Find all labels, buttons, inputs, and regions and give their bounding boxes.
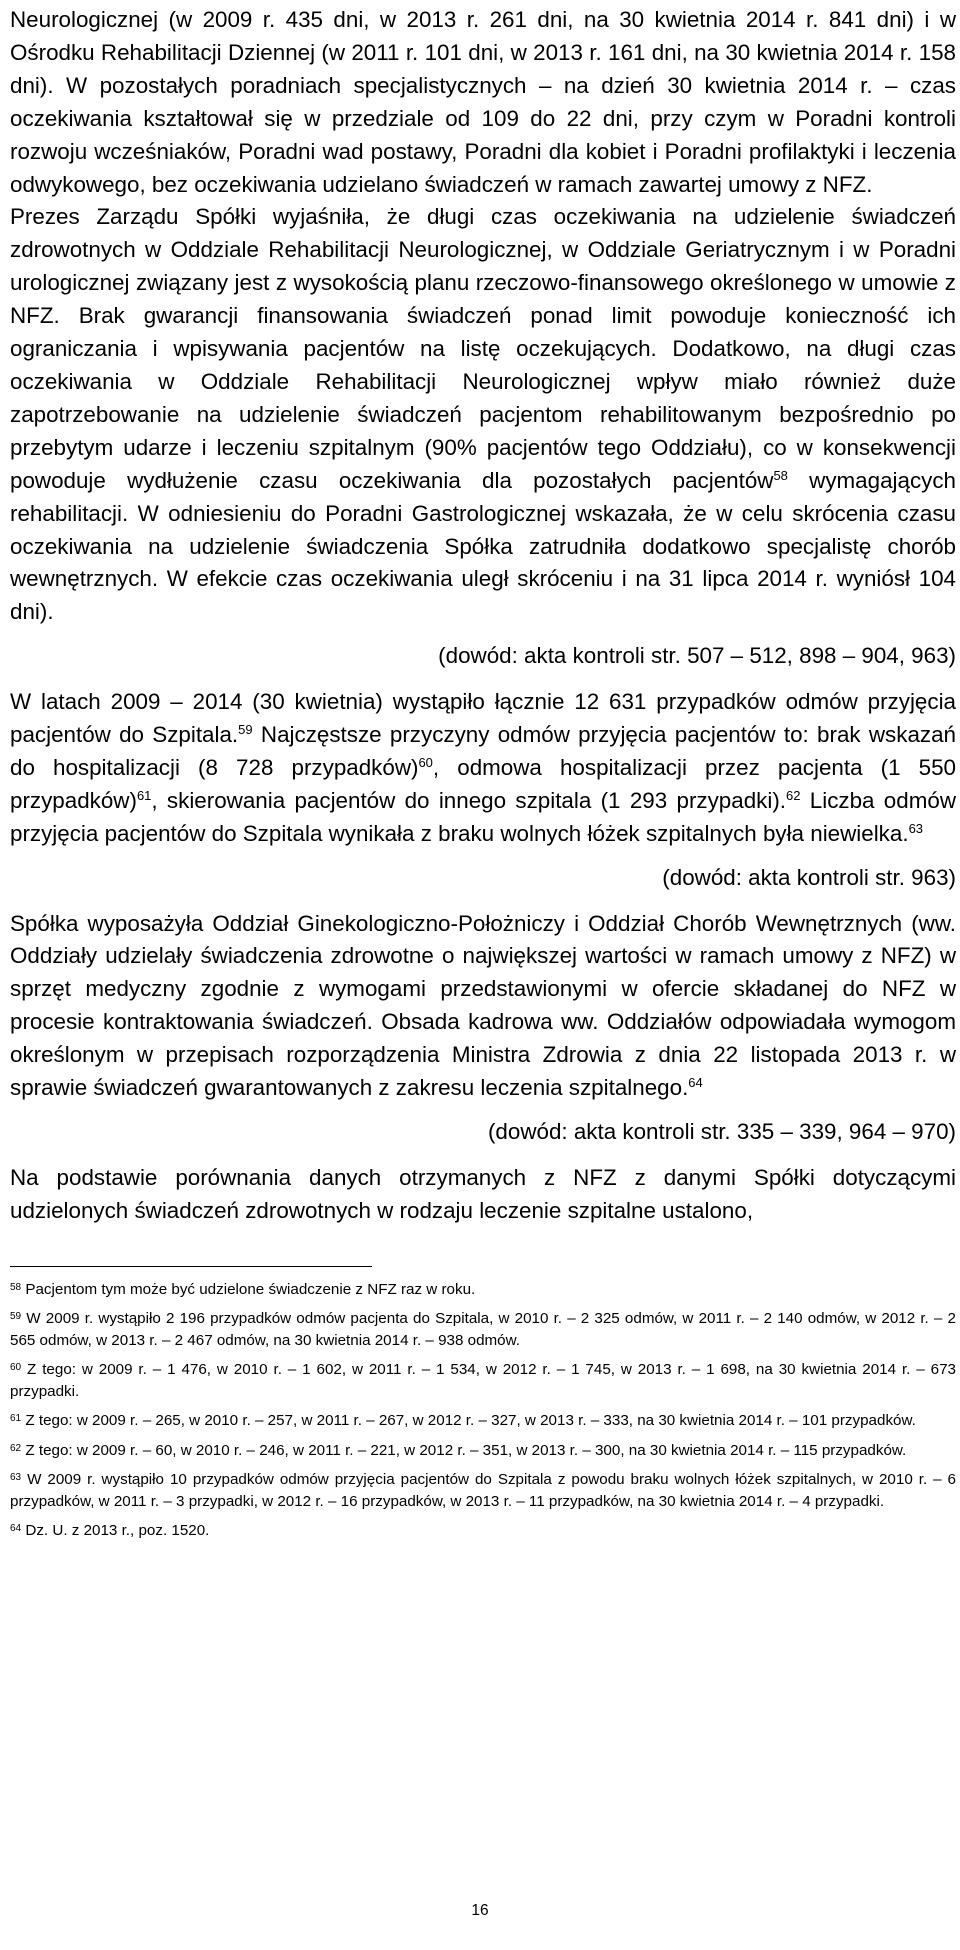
page-number: 16 (471, 1902, 489, 1919)
paragraph-text: Neurologicznej (w 2009 r. 435 dni, w 2013 r. 261 dni, na 30 kwietnia 2014 r. 841 dni) i w Ośrodku Rehabilitacji Dziennej (w 2011 r. 101 dni, w 2013 r. 161 dni, na 30 kwietnia 2014 r. 158 dni). W pozostałych poradniach specjalistycznych – na dzień 30 kwietnia 2014 r. – czas oczekiwania kształtował się w przedziale od 109 do 22 dni, przy czym w Poradni kontroli rozwoju wcześniaków, Poradni wad postawy, Poradni dla kobiet i Poradni profilaktyki i leczenia odwykowego, bez oczekiwania udzielano świadczeń w ramach zawartej umowy z NFZ. (10, 7, 956, 197)
evidence-reference: (dowód: akta kontroli str. 335 – 339, 964 – 970) (487, 1119, 956, 1144)
footnote-text: W 2009 r. wystąpiło 10 przypadków odmów przyjęcia pacjentów do Szpitala z powodu braku wolnych łóżek szpitalnych, w 2010 r. – 6 przypadków, w 2011 r. – 3 przypadki, w 2012 r. – 16 przypadków, w 2013 r. – 11 przypadków, na 30 kwietnia 2014 r. – 4 przypadki. (10, 1471, 956, 1510)
footnote-separator (10, 1266, 372, 1267)
footnote-ref[interactable]: 59 (238, 722, 253, 738)
paragraph-text: , skierowania pacjentów do innego szpitala (1 293 przypadki). (151, 787, 786, 813)
paragraph-waiting-times (10, 4, 956, 201)
footnote-ref[interactable]: 60 (418, 754, 433, 770)
footnotes (10, 1279, 956, 1542)
footnote-number: 61 (10, 1413, 22, 1425)
paragraph-text: W latach 2009 – 2014 (30 kwietnia) wystąpiło łącznie 12 631 przypadków odmów przyjęcia pacjentów do Szpitala. (10, 689, 956, 748)
footnote-text: Z tego: w 2009 r. – 60, w 2010 r. – 246, w 2011 r. – 221, w 2012 r. – 351, w 2013 r. – 300, na 30 kwietnia 2014 r. – 115 przypadków. (25, 1441, 907, 1459)
footnote-number: 60 (10, 1362, 22, 1374)
paragraph-text: Liczba odmów przyjęcia pacjentów do Szpitala wynikała z braku wolnych łóżek szpitalnych była niewielka. (10, 787, 956, 846)
paragraph-text: Spółka wyposażyła Oddział Ginekologiczno-Położniczy i Oddział Chorób Wewnętrznych (ww. Oddziały udzielały świadczenia zdrowotne o największej wartości w ramach umowy z NFZ) w sprzęt medyczny zgodnie z wymogami przedstawionymi w ofercie składanej do NFZ w procesie kontraktowania świadczeń. Obsada kadrowa ww. Oddziałów odpowiadała wymogom określonym w przepisach rozporządzenia Ministra Zdrowia z dnia 22 listopada 2013 r. w sprawie świadczeń gwarantowanych z zakresu leczenia szpitalnego. (10, 910, 956, 1101)
paragraph-refusals (10, 686, 956, 851)
footnote-61 (10, 1410, 956, 1432)
footnote-ref[interactable]: 64 (688, 1075, 703, 1091)
paragraph-nfz-comparison (10, 1162, 956, 1228)
paragraph-text: Prezes Zarządu Spółki wyjaśniła, że długi czas oczekiwania na udzielenie świadczeń zdrowotnych w Oddziale Rehabilitacji Neurologicznej, w Oddziale Geriatrycznym i w Poradni urologicznej związany jest z wysokością planu rzeczowo-finansowego określonego w umowie z NFZ. Brak gwarancji finansowania świadczeń ponad limit powoduje konieczność ich ograniczania i wpisywania pacjentów na listę oczekujących. Dodatkowo, na długi czas oczekiwania w Oddziale Rehabilitacji Neurologicznej wpływ miało również duże zapotrzebowanie na udzielenie świadczeń pacjentom rehabilitowanym bezpośrednio po przebytym udarze i leczeniu szpitalnym (90% pacjentów tego Oddziału), co w konsekwencji powoduje wydłużenie czasu oczekiwania dla pozostałych pacjentów (10, 204, 956, 493)
footnote-number: 58 (10, 1281, 22, 1293)
document-page (10, 4, 956, 1550)
footnote-59 (10, 1308, 956, 1351)
footnote-text: Pacjentom tym może być udzielone świadczenie z NFZ raz w roku. (25, 1280, 476, 1298)
footnote-ref[interactable]: 58 (773, 467, 788, 483)
paragraph-text: , odmowa hospitalizacji przez pacjenta (1 550 przypadków) (10, 754, 956, 813)
paragraph-text: Na podstawie porównania danych otrzymanych z NFZ z danymi Spółki dotyczącymi udzielonych świadczeń zdrowotnych w rodzaju leczenie szpitalne ustalono, (10, 1164, 956, 1223)
footnote-number: 62 (10, 1442, 22, 1454)
paragraph-text: Najczęstsze przyczyny odmów przyjęcia pacjentów to: brak wskazań do hospitalizacji (8 728 przypadków) (10, 722, 956, 780)
footnote-number: 59 (10, 1311, 22, 1323)
footnote-ref[interactable]: 61 (136, 787, 152, 803)
footnote-text: Dz. U. z 2013 r., poz. 1520. (25, 1522, 210, 1540)
paragraph-equipment (10, 908, 956, 1105)
footnote-63 (10, 1469, 956, 1512)
footnote-text: Z tego: w 2009 r. – 1 476, w 2010 r. – 1 602, w 2011 r. – 1 534, w 2012 r. – 1 745, w 2013 r. – 1 698, na 30 kwietnia 2014 r. – 673 przypadki. (10, 1361, 956, 1400)
footnote-number: 64 (10, 1523, 22, 1535)
paragraph-president-explanation (10, 201, 956, 629)
footnote-60 (10, 1359, 956, 1402)
paragraph-text: wymagających rehabilitacji. W odniesieniu do Poradni Gastrologicznej wskazała, że w celu skrócenia czasu oczekiwania na udzielenie świadczenia Spółka zatrudniła dodatkowo specjalistę chorób wewnętrznych. W efekcie czas oczekiwania uległ skróceniu i na 31 lipca 2014 r. wyniósł 104 dni). (10, 467, 956, 625)
footnote-text: Z tego: w 2009 r. – 265, w 2010 r. – 257, w 2011 r. – 267, w 2012 r. – 327, w 2013 r. – 333, na 30 kwietnia 2014 r. – 101 przypadków. (25, 1412, 916, 1430)
evidence-reference: (dowód: akta kontroli str. 507 – 512, 898 – 904, 963) (438, 643, 956, 669)
footnote-58 (10, 1279, 956, 1301)
footnote-text: W 2009 r. wystąpiło 2 196 przypadków odmów pacjenta do Szpitala, w 2010 r. – 2 325 odmów, w 2011 r. – 2 140 odmów, w 2012 r. – 2 565 odmów, w 2013 r. – 2 467 odmów, na 30 kwietnia 2014 r. – 938 odmów. (10, 1310, 956, 1349)
evidence-reference: (dowód: akta kontroli str. 963) (662, 864, 956, 890)
footnote-ref[interactable]: 62 (786, 787, 801, 803)
footnote-ref[interactable]: 63 (908, 820, 924, 836)
footnote-62 (10, 1440, 956, 1462)
footnote-number: 63 (10, 1472, 22, 1484)
footnote-64 (10, 1520, 956, 1542)
